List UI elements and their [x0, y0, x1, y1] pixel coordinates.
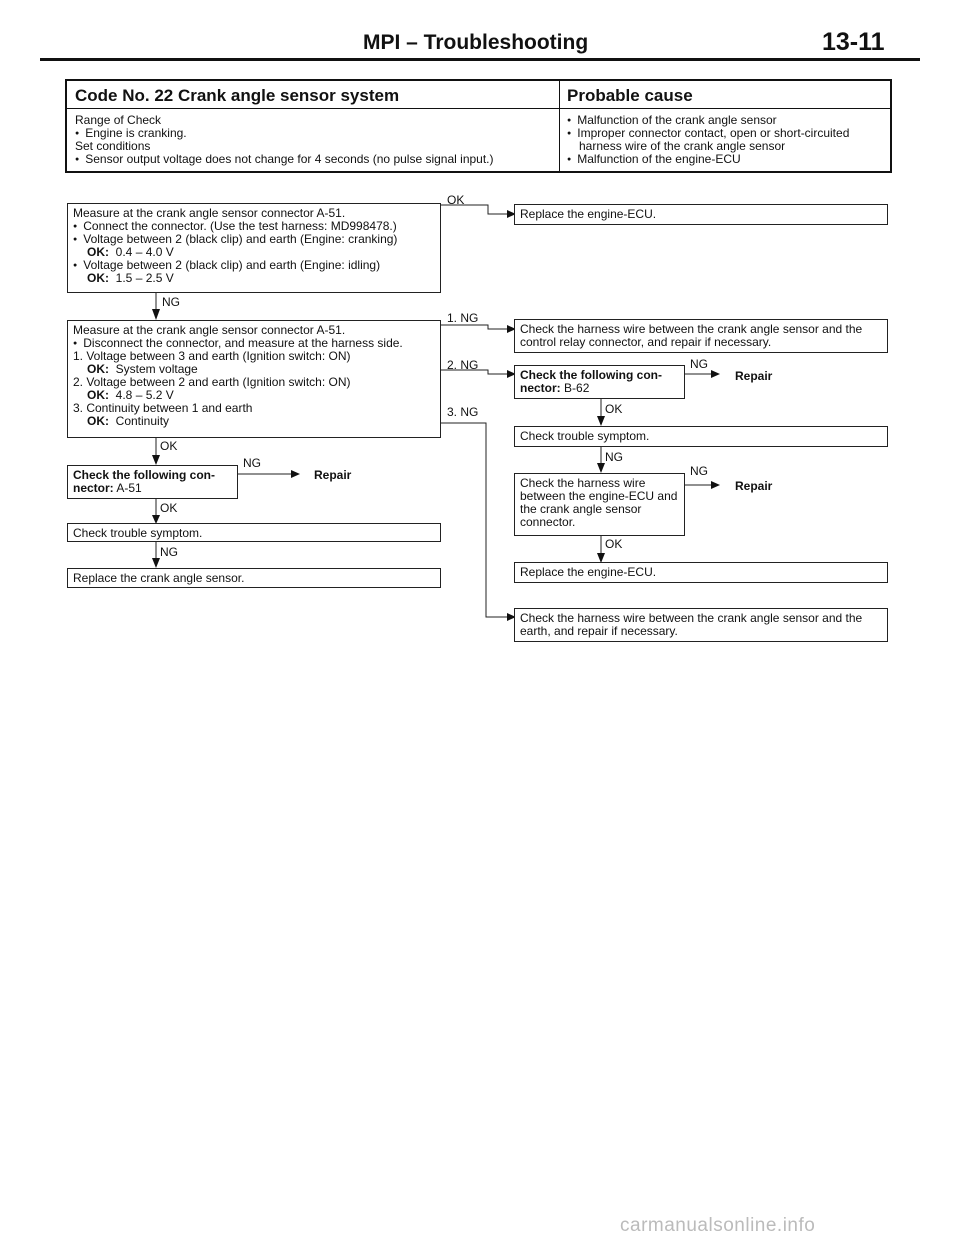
ok-label: OK:	[87, 245, 109, 259]
check-connector-text: Check the following con- nector:	[520, 368, 663, 395]
ng-label: NG	[690, 464, 708, 478]
ng-label: NG	[243, 456, 261, 470]
step1-bullet: ● Voltage between 2 (black clip) and earth (Engine: idling)	[73, 259, 435, 272]
check-trouble-left-box: Check trouble symptom.	[67, 523, 441, 542]
connector-id: A-51	[116, 481, 142, 495]
page-number: 13-11	[822, 28, 885, 56]
cause-item: ● Malfunction of the crank angle sensor	[567, 114, 849, 127]
step1-bullet: ● Connect the connector. (Use the test harness: MD998478.)	[73, 220, 435, 233]
ok-label: OK:	[87, 271, 109, 285]
ng1-label: 1. NG	[447, 311, 479, 325]
ok-value: Continuity	[115, 414, 170, 428]
cause-item: ● Improper connector contact, open or short-circuited	[567, 127, 849, 140]
step2-item: 3. Continuity between 1 and earth	[73, 401, 253, 415]
step2-ok-value	[73, 415, 435, 428]
connector-b62-box	[514, 365, 685, 399]
step1-title: Measure at the crank angle sensor connector A-51.	[73, 206, 346, 220]
connector-a51-box	[67, 465, 238, 499]
page-title: MPI – Troubleshooting	[363, 31, 589, 54]
control-relay-harness-box: Check the harness wire between the crank angle sensor and the control relay connector, and repair if necessary.	[514, 319, 888, 353]
step1-box	[67, 203, 441, 293]
range-item: ● Engine is cranking.	[75, 127, 494, 140]
step2-item: 2. Voltage between 2 and earth (Ignition switch: ON)	[73, 375, 351, 389]
range-label: Range of Check	[75, 113, 162, 127]
ok-label: OK:	[87, 388, 109, 402]
repair-label: Repair	[314, 468, 352, 482]
step1-bullet: ● Voltage between 2 (black clip) and earth (Engine: cranking)	[73, 233, 435, 246]
ok-value: System voltage	[115, 362, 198, 376]
ng3-label: 3. NG	[447, 405, 479, 419]
ng-label: NG	[160, 545, 178, 559]
step2-box	[67, 320, 441, 438]
ok-label: OK:	[87, 362, 109, 376]
ng-label: NG	[605, 450, 623, 464]
step1-ok-value	[73, 272, 435, 285]
footer-watermark: carmanualsonline.info	[620, 1215, 816, 1236]
ok-label: OK	[447, 193, 465, 207]
ok-value: 1.5 – 2.5 V	[115, 271, 174, 285]
replace-ecu-box: Replace the engine-ECU.	[514, 204, 888, 225]
set-label: Set conditions	[75, 139, 151, 153]
probable-cause-header: Probable cause	[567, 86, 693, 105]
step2-item: 1. Voltage between 3 and earth (Ignition switch: ON)	[73, 349, 351, 363]
ok-value: 4.8 – 5.2 V	[115, 388, 174, 402]
replace-sensor-box: Replace the crank angle sensor.	[67, 568, 441, 588]
ng2-label: 2. NG	[447, 358, 479, 372]
replace-ecu-box-2: Replace the engine-ECU.	[514, 562, 888, 583]
harness-ecu-box: Check the harness wire between the engine-ECU and the crank angle sensor connector.	[514, 473, 685, 536]
step2-title: Measure at the crank angle sensor connector A-51.	[73, 323, 346, 337]
ok-label: OK	[160, 439, 178, 453]
cause-item: harness wire of the crank angle sensor	[579, 139, 786, 153]
ok-label: OK:	[87, 414, 109, 428]
ng-label: NG	[690, 357, 708, 371]
cause-item: ● Malfunction of the engine-ECU	[567, 153, 849, 166]
ok-label: OK	[605, 537, 623, 551]
set-item: ● Sensor output voltage does not change for 4 seconds (no pulse signal input.)	[75, 153, 494, 166]
code-header: Code No. 22 Crank angle sensor system	[75, 86, 400, 105]
repair-label: Repair	[735, 479, 773, 493]
check-trouble-box: Check trouble symptom.	[514, 426, 888, 447]
ng-label: NG	[162, 295, 180, 309]
repair-label: Repair	[735, 369, 773, 383]
connector-id: B-62	[564, 381, 590, 395]
ok-label: OK	[160, 501, 178, 515]
step2-bullet: ● Disconnect the connector, and measure at the harness side.	[73, 337, 435, 350]
ok-value: 0.4 – 4.0 V	[115, 245, 174, 259]
ok-label: OK	[605, 402, 623, 416]
check-connector-text: Check the following con- nector:	[73, 468, 216, 495]
earth-harness-box: Check the harness wire between the crank angle sensor and the earth, and repair if necessary.	[514, 608, 888, 642]
